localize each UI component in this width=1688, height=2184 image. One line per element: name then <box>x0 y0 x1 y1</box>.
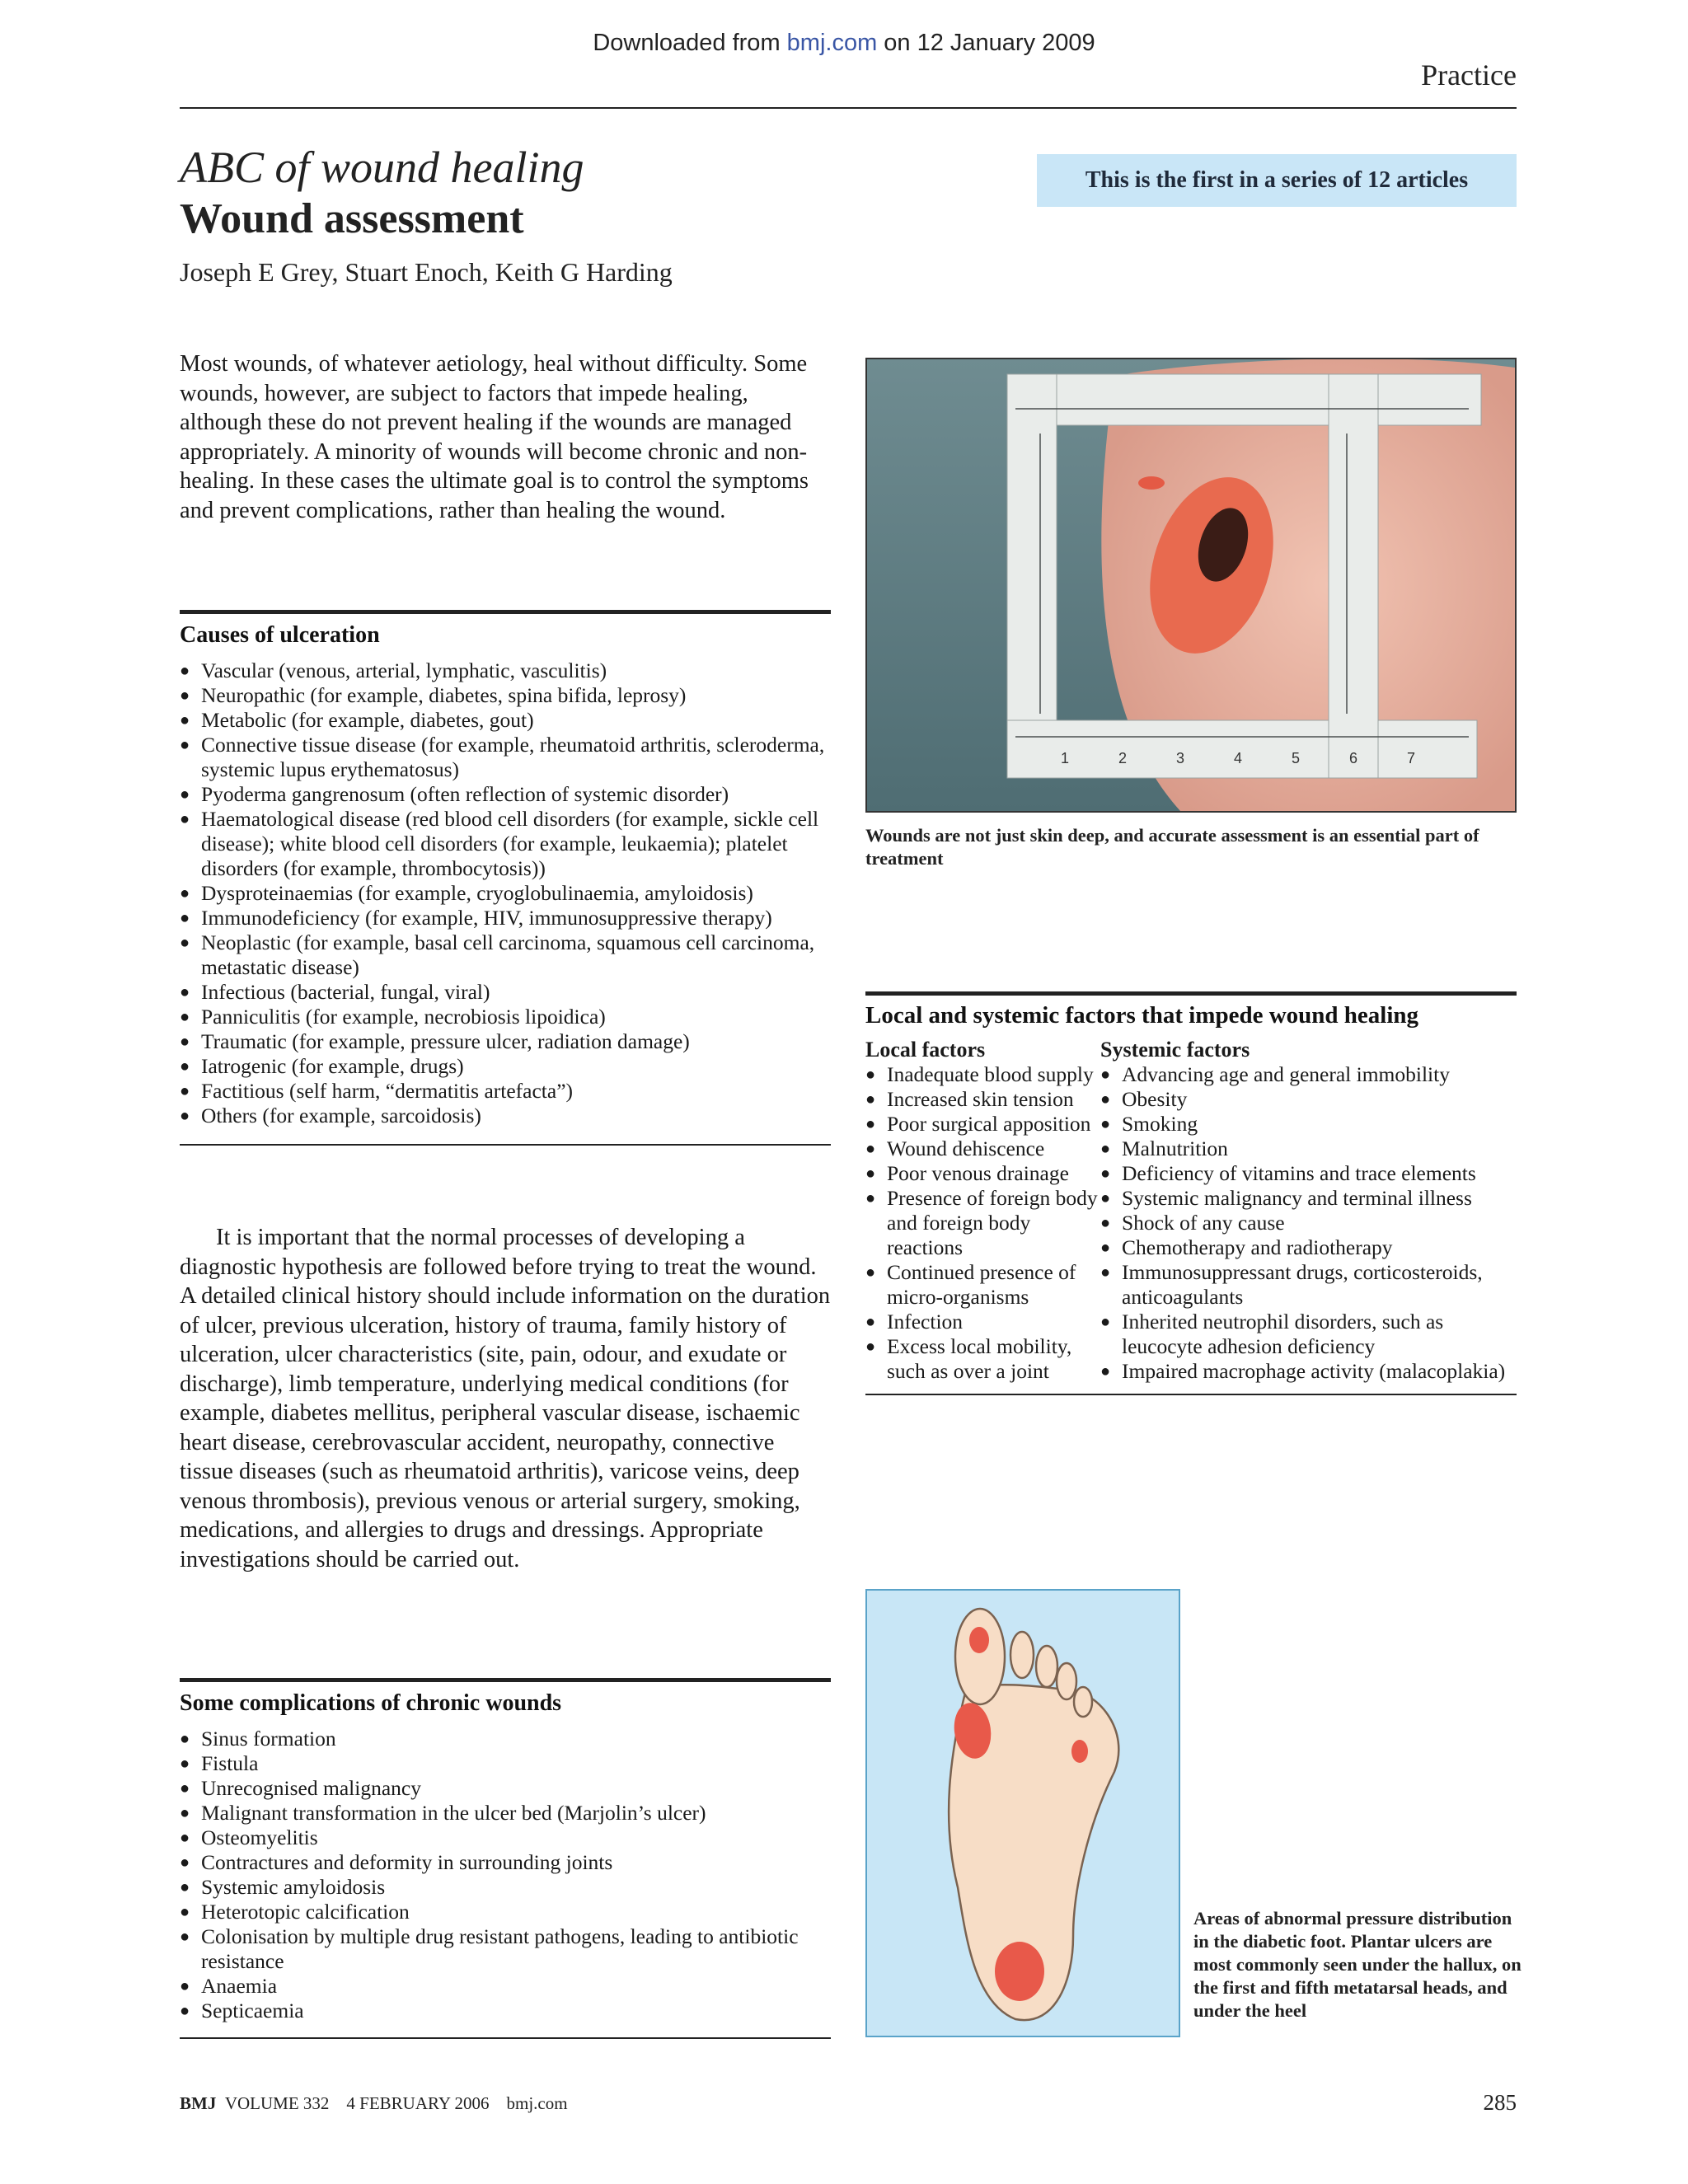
complication-item: ● Malignant transformation in the ulcer bed (Marjolin’s ulcer) <box>180 1801 831 1825</box>
wound-spot <box>1138 476 1165 490</box>
complication-item: ● Colonisation by multiple drug resistant pathogens, leading to antibiotic resistance <box>180 1924 831 1974</box>
wound-photo <box>865 358 1517 813</box>
footer <box>180 2093 568 2114</box>
systemic-factor-item: ● Impaired macrophage activity (malacoplakia) <box>1100 1359 1517 1384</box>
systemic-factors-heading: Systemic factors <box>1100 1038 1250 1062</box>
article-title: Wound assessment <box>180 195 524 242</box>
systemic-factor-item: ● Chemotherapy and radiotherapy <box>1100 1235 1517 1260</box>
toe-hallux <box>955 1609 1005 1704</box>
complication-item: ● Contractures and deformity in surrounding joints <box>180 1850 831 1875</box>
ruler-number: 3 <box>1176 750 1185 766</box>
history-paragraph <box>180 1223 831 1574</box>
cause-item: ● Connective tissue disease (for example, rheumatoid arthritis, scleroderma, systemic lupus erythematosus) <box>180 733 831 782</box>
systemic-factor-item: ● Malnutrition <box>1100 1137 1517 1161</box>
complication-item: ● Septicaemia <box>180 1999 831 2023</box>
toe-third <box>1036 1646 1057 1687</box>
complications-title: Some complications of chronic wounds <box>180 1690 562 1716</box>
complication-item: ● Anaemia <box>180 1974 831 1999</box>
systemic-factors-list <box>1100 1062 1517 1384</box>
ruler-number: 1 <box>1061 750 1070 766</box>
pressure-area-fifth-metatarsal <box>1071 1740 1088 1763</box>
complication-item: ● Fistula <box>180 1751 831 1776</box>
cause-item: ● Haematological disease (red blood cell disorders (for example, sickle cell disease); white blood cell disorders (for example, leukaemia); platelet disorders (for example, thrombocytosis)) <box>180 807 831 881</box>
complication-item: ● Sinus formation <box>180 1727 831 1751</box>
local-factor-item: ● Infection <box>865 1310 1100 1334</box>
toe-second <box>1010 1632 1034 1678</box>
ruler-number: 7 <box>1407 750 1416 766</box>
causes-title: Causes of ulceration <box>180 622 380 648</box>
complication-item: ● Systemic amyloidosis <box>180 1875 831 1900</box>
cause-item: ● Immunodeficiency (for example, HIV, immunosuppressive therapy) <box>180 906 831 930</box>
local-factor-item: ● Excess local mobility, such as over a joint <box>865 1334 1100 1384</box>
intro-paragraph <box>180 349 831 525</box>
cause-item: ● Metabolic (for example, diabetes, gout) <box>180 708 831 733</box>
complications-box <box>180 1678 831 2039</box>
banner-prefix: Downloaded from <box>593 30 787 56</box>
toe-fourth <box>1057 1663 1076 1699</box>
systemic-factor-item: ● Smoking <box>1100 1112 1517 1137</box>
local-factor-item: ● Continued presence of micro-organisms <box>865 1260 1100 1310</box>
footer-journal: BMJ <box>180 2093 217 2113</box>
ruler-number: 4 <box>1234 750 1243 766</box>
ruler-number: 2 <box>1118 750 1128 766</box>
cause-item: ● Dysproteinaemias (for example, cryoglobulinaemia, amyloidosis) <box>180 881 831 906</box>
local-factor-item: ● Poor surgical apposition <box>865 1112 1100 1137</box>
foot-caption: Areas of abnormal pressure distribution in the diabetic foot. Plantar ulcers are most commonly seen under the hallux, on the first and fifth metatarsal heads, and under the heel <box>1193 1908 1522 2021</box>
banner-suffix: on 12 January 2009 <box>877 30 1095 56</box>
cause-item: ● Vascular (venous, arterial, lymphatic, vasculitis) <box>180 658 831 683</box>
toe-fifth <box>1074 1687 1092 1717</box>
causes-box <box>180 610 831 1146</box>
systemic-factors-column <box>1100 1038 1517 1384</box>
cause-item: ● Infectious (bacterial, fungal, viral) <box>180 980 831 1005</box>
intro-text: Most wounds, of whatever aetiology, heal without difficulty. Some wounds, however, are subject to factors that impede healing, although these do not prevent healing if the wounds are managed appropriately. A minority of wounds will become chronic and non-healing. In these cases the ultimate goal is to control the symptoms and prevent complications, rather than healing the wound. <box>180 351 809 523</box>
systemic-factor-item: ● Systemic malignancy and terminal illness <box>1100 1186 1517 1211</box>
authors: Joseph E Grey, Stuart Enoch, Keith G Harding <box>180 257 673 287</box>
local-factors-column <box>865 1038 1100 1384</box>
factors-columns <box>865 1038 1517 1384</box>
complication-item: ● Heterotopic calcification <box>180 1900 831 1924</box>
diabetic-foot-figure <box>865 1589 1180 2037</box>
cause-item: ● Panniculitis (for example, necrobiosis lipoidica) <box>180 1005 831 1029</box>
local-factor-item: ● Increased skin tension <box>865 1087 1100 1112</box>
local-factor-item: ● Presence of foreign body and foreign body reactions <box>865 1186 1100 1260</box>
systemic-factor-item: ● Immunosuppressant drugs, corticosteroids, anticoagulants <box>1100 1260 1517 1310</box>
series-note: This is the first in a series of 12 articles <box>1037 154 1517 207</box>
header-rule <box>180 107 1517 109</box>
cause-item: ● Iatrogenic (for example, drugs) <box>180 1054 831 1079</box>
cause-item: ● Pyoderma gangrenosum (often reflection of systemic disorder) <box>180 782 831 807</box>
cause-item: ● Neuropathic (for example, diabetes, spina bifida, leprosy) <box>180 683 831 708</box>
complications-list <box>180 1727 831 2023</box>
systemic-factor-item: ● Deficiency of vitamins and trace elements <box>1100 1161 1517 1186</box>
systemic-factor-item: ● Advancing age and general immobility <box>1100 1062 1517 1087</box>
cause-item: ● Neoplastic (for example, basal cell carcinoma, squamous cell carcinoma, metastatic disease) <box>180 930 831 980</box>
download-banner <box>0 30 1688 57</box>
cause-item: ● Others (for example, sarcoidosis) <box>180 1104 831 1128</box>
photo-caption: Wounds are not just skin deep, and accurate assessment is an essential part of treatment <box>865 825 1479 869</box>
pressure-area-hallux <box>969 1627 989 1653</box>
factors-box <box>865 991 1517 1395</box>
complication-item: ● Unrecognised malignancy <box>180 1776 831 1801</box>
ruler-number: 6 <box>1349 750 1358 766</box>
complication-item: ● Osteomyelitis <box>180 1825 831 1850</box>
ruler-number: 5 <box>1292 750 1301 766</box>
series-title: ABC of wound healing <box>180 143 584 192</box>
foot-illustration <box>867 1591 1179 2036</box>
systemic-factor-item: ● Obesity <box>1100 1087 1517 1112</box>
cause-item: ● Traumatic (for example, pressure ulcer, radiation damage) <box>180 1029 831 1054</box>
wound-photo-illustration <box>867 359 1515 811</box>
systemic-factor-item: ● Shock of any cause <box>1100 1211 1517 1235</box>
factors-title: Local and systemic factors that impede wound healing <box>865 1002 1419 1029</box>
systemic-factor-item: ● Inherited neutrophil disorders, such as leucocyte adhesion deficiency <box>1100 1310 1517 1359</box>
local-factors-list <box>865 1062 1100 1384</box>
local-factor-item: ● Wound dehiscence <box>865 1137 1100 1161</box>
local-factor-item: ● Inadequate blood supply <box>865 1062 1100 1087</box>
local-factor-item: ● Poor venous drainage <box>865 1161 1100 1186</box>
pressure-area-heel <box>995 1942 1044 2001</box>
local-factors-heading: Local factors <box>865 1038 986 1062</box>
page-number: 285 <box>1483 2090 1517 2115</box>
causes-list <box>180 658 831 1128</box>
bmj-link[interactable]: bmj.com <box>786 30 878 56</box>
footer-details: VOLUME 332 4 FEBRUARY 2006 bmj.com <box>224 2093 568 2113</box>
history-text: It is important that the normal processes of developing a diagnostic hypothesis are followed before trying to treat the wound. A detailed clinical history should include information on the duration of ulcer, previous ulceration, history of trauma, family history of ulceration, ulcer characteristics (site, pain, odour, and exudate or discharge), limb temperature, underlying medical conditions (for example, diabetes mellitus, peripheral vascular disease, ischaemic heart disease, cerebrovascular accident, neuropathy, connective tissue diseases (such as rheumatoid arthritis), varicose veins, deep venous thrombosis), previous venous or arterial surgery, smoking, medications, and allergies to drugs and dressings. Appropriate investigations should be carried out. <box>180 1225 831 1572</box>
cause-item: ● Factitious (self harm, “dermatitis artefacta”) <box>180 1079 831 1104</box>
section-label: Practice <box>1421 59 1517 91</box>
